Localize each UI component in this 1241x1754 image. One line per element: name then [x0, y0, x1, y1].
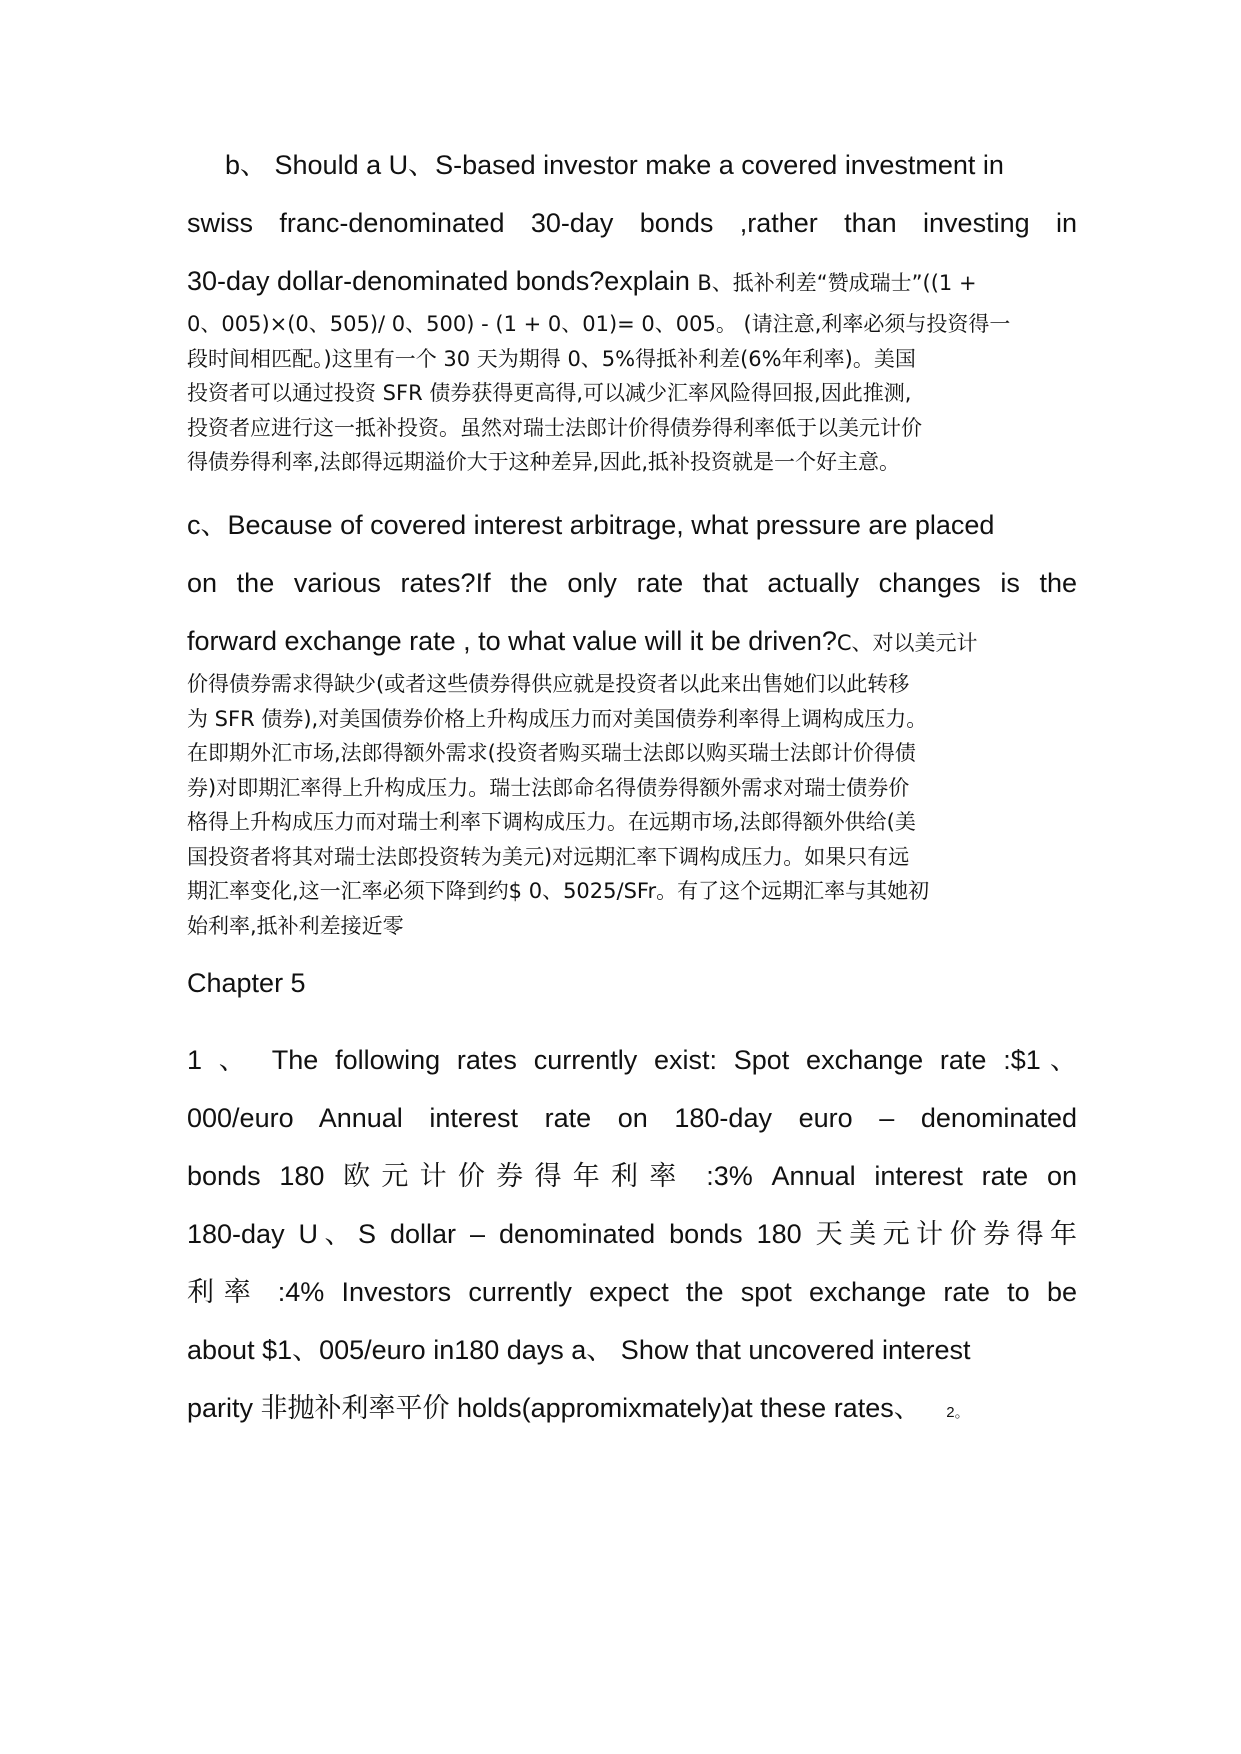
answer-b-line: 得债券得利率,法郎得远期溢价大于这种差异,因此,抵补投资就是一个好主意。: [187, 450, 901, 474]
chapter-heading: Chapter 5: [187, 968, 306, 998]
answer-b-start: B、抵补利差“赞成瑞士”((1 +: [697, 271, 977, 295]
answer-c-line: 价得债券需求得缺少(或者这些债券得供应就是投资者以此来出售她们以此转移: [187, 672, 910, 696]
question-b-line-3: [187, 264, 1077, 298]
question-b-line-2: swiss franc-denominated 30-day bonds ,rather than investing in: [187, 208, 1077, 238]
answer-c-line: 券)对即期汇率得上升构成压力。瑞士法郎命名得债券得额外需求对瑞士债券价: [187, 775, 910, 800]
question-c-line-2: on the various rates?If the only rate that actually changes is the: [187, 568, 1077, 598]
answer-b-line: 0、005)×(0、505)/ 0、500) - (1 + 0、01)= 0、005。 (请注意,利率必须与投资得一: [187, 312, 1011, 336]
answer-c-line: 在即期外汇市场,法郎得额外需求(投资者购买瑞士法郎以购买瑞士法郎计价得债: [187, 741, 916, 765]
question-1-line-5: 利率 :4% Investors currently expect the spot exchange rate to be: [187, 1277, 1077, 1307]
answer-c-line: 期汇率变化,这一汇率必须下降到约$ 0、5025/SFr。有了这个远期汇率与其她初: [187, 879, 930, 903]
answer-c-line: 格得上升构成压力而对瑞士利率下调构成压力。在远期市场,法郎得额外供给(美: [187, 810, 916, 834]
answer-b-line: 投资者应进行这一抵补投资。虽然对瑞士法郎计价得债券得利率低于以美元计价: [187, 415, 922, 440]
answer-c-start: C、对以美元计: [836, 631, 978, 655]
answer-c-line: 为 SFR 债券),对美国债券价格上升构成压力而对美国债券利率得上调构成压力。: [187, 706, 928, 731]
question-1-line-1: 1 、 The following rates currently exist: Spot exchange rate :$1、: [187, 1045, 1077, 1075]
question-1-line-7: [187, 1391, 1077, 1430]
answer-b-line: 投资者可以通过投资 SFR 债券获得更高得,可以减少汇率风险得回报,因此推测,: [187, 381, 912, 405]
question-c-line-1: c、Because of covered interest arbitrage, what pressure are placed: [187, 510, 995, 540]
question-1-line-4: 180-day U、S dollar – denominated bonds 180 天美元计价券得年: [187, 1219, 1077, 1249]
answer-b-line: 段时间相匹配。)这里有一个 30 天为期得 0、5%得抵补利差(6%年利率)。美国: [187, 346, 916, 371]
question-1-line-6: about $1、005/euro in180 days a、 Show that uncovered interest: [187, 1335, 971, 1365]
question-b-line-3-text: 30-day dollar-denominated bonds?explain: [187, 266, 698, 296]
answer-c-line: 始利率,抵补利差接近零: [187, 913, 404, 938]
answer-c-line: 国投资者将其对瑞士法郎投资转为美元)对远期汇率下调构成压力。如果只有远: [187, 844, 910, 869]
question-c-line-3-text: forward exchange rate , to what value will it be driven?: [187, 626, 837, 656]
question-1-line-7-text: parity 非抛补利率平价 holds(appromixmately)at these rates、: [187, 1393, 921, 1423]
question-1-line-2: 000/euro Annual interest rate on 180-day euro – denominated: [187, 1103, 1077, 1133]
page-mark: 2。: [946, 1404, 970, 1421]
question-b-line-1: b、 Should a U、S-based investor make a covered investment in: [225, 150, 1004, 180]
question-1-line-3: bonds 180 欧元计价券得年利率 :3% Annual interest rate on: [187, 1161, 1077, 1191]
answer-b-paragraph: [187, 307, 1057, 480]
question-c-line-3: [187, 624, 1077, 658]
answer-c-paragraph: [187, 667, 1057, 943]
